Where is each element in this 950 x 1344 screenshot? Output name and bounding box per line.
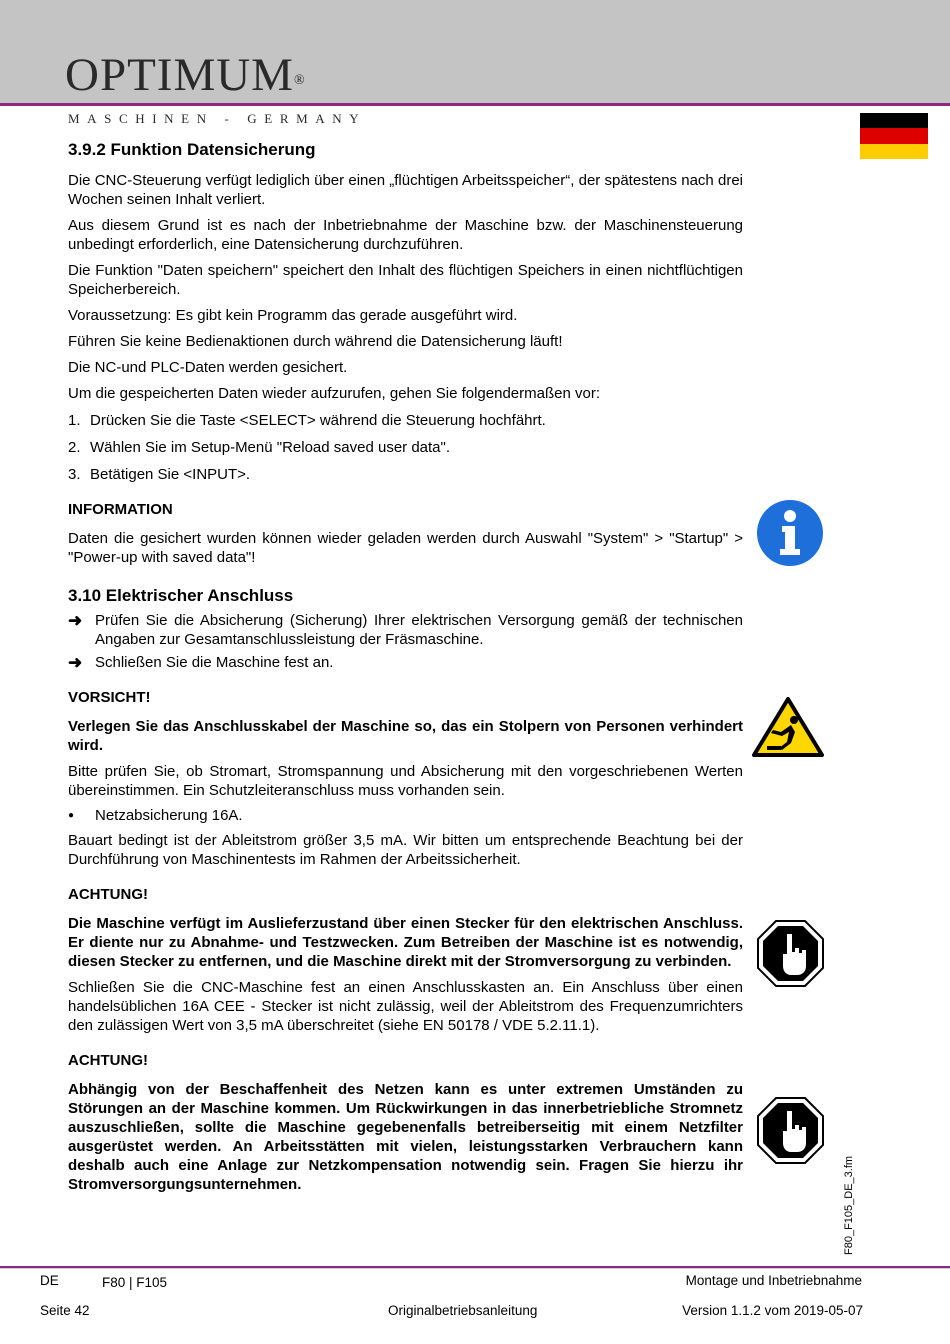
paragraph: Bitte prüfen Sie, ob Stromart, Stromspannung und Absicherung mit den vorgeschriebenen Werten übereinstimmen. Ein Schutzleiteranschluss muss vorhanden sein.	[68, 763, 743, 799]
information-icon	[756, 499, 824, 567]
logo-subtitle: MASCHINEN - GERMANY	[68, 111, 367, 126]
attention-bold-text: Abhängig von der Beschaffenheit des Netzen kann es unter extremen Umständen zu Störungen an der Maschine kommen. Um Rückwirkungen in das innerbetriebliche Stromnetz auszuschließen, sollte die Maschine gegebenenfalls betreiberseitig mit einem Netzfilter ausgerüstet werden. An Arbeitsstätten mit vielen, leistungsstarken Verbrauchern kann deshalb auch eine Anlage zur Netzkompensation notwendig sein. Fragen Sie hierzu ihr Stromversorgungsunternehmen.	[68, 1081, 743, 1193]
paragraph: Die Funktion "Daten speichern" speichert den Inhalt des flüchtigen Speichers in einen nichtflüchtigen Speicherbereich.	[68, 262, 743, 298]
paragraph: Die CNC-Steuerung verfügt lediglich über einen „flüchtigen Arbeitsspeicher“, der spätestens nach drei Wochen seinen Inhalt verliert.	[68, 172, 743, 208]
caution-bold-text: Verlegen Sie das Anschlusskabel der Maschine so, das ein Stolpern von Personen verhindert wird.	[68, 718, 743, 754]
footer-language: DE	[40, 1273, 59, 1288]
trip-hazard-warning-icon	[751, 696, 825, 758]
german-flag-icon	[860, 113, 928, 159]
list-item: 1. Drücken Sie die Taste <SELECT> während die Steuerung hochfährt.	[68, 412, 546, 429]
optimum-logo: OPTIMUM®	[65, 49, 306, 101]
attention-hand-icon	[756, 919, 825, 988]
attention-bold-text: Die Maschine verfügt im Auslieferzustand über einen Stecker für den elektrischen Anschluss. Er diente nur zu Abnahme- und Testzwecken. Zum Betreiben der Maschine ist es notwendig, diesen Stecker zu entfernen, und die Maschine direkt mit der Stromversorgung zu verbinden.	[68, 915, 743, 970]
bullet-item: ● Netzabsicherung 16A.	[68, 807, 243, 824]
arrow-icon: ➜	[68, 653, 83, 672]
page-content	[68, 139, 743, 1194]
arrow-item: ➜ Prüfen Sie die Absicherung (Sicherung) Ihrer elektrischen Versorgung gemäß der technischen Angaben zur Gesamtanschlussleistung der Fräsmaschine.	[68, 611, 743, 648]
info-title: INFORMATION	[68, 501, 173, 518]
footer-rule-shadow	[0, 1268, 950, 1269]
attention-title: ACHTUNG!	[68, 1052, 148, 1069]
section-heading-392: 3.9.2 Funktion Datensicherung	[68, 140, 316, 159]
footer-document-type: Originalbetriebsanleitung	[388, 1303, 538, 1318]
bullet-icon: ●	[68, 810, 75, 821]
list-item: 2. Wählen Sie im Setup-Menü "Reload saved user data".	[68, 439, 451, 456]
paragraph: Voraussetzung: Es gibt kein Programm das gerade ausgeführt wird.	[68, 307, 518, 324]
paragraph: Um die gespeicherten Daten wieder aufzurufen, gehen Sie folgendermaßen vor:	[68, 385, 600, 402]
footer-section: Montage und Inbetriebnahme	[685, 1273, 862, 1288]
footer-page-number: Seite 42	[40, 1303, 90, 1318]
attention-title: ACHTUNG!	[68, 886, 148, 903]
arrow-item: ➜ Schließen Sie die Maschine fest an.	[68, 653, 334, 672]
paragraph: Schließen Sie die CNC-Maschine fest an einen Anschlusskasten an. Ein Anschluss über einen handelsüblichen 16A CEE - Stecker ist nicht zulässig, weil der Ableitstrom des Frequenzumrichters den zulässigen Wert von 3,5 mA überschreitet (siehe EN 50178 / VDE 5.2.11.1).	[68, 979, 743, 1034]
caution-title: VORSICHT!	[68, 689, 151, 706]
header-rule	[0, 103, 950, 106]
section-heading-310: 3.10 Elektrischer Anschluss	[68, 586, 294, 605]
footer-version: Version 1.1.2 vom 2019-05-07	[682, 1303, 863, 1318]
file-label: F80_F105_DE_3.fm	[843, 1155, 855, 1255]
paragraph: Die NC-und PLC-Daten werden gesichert.	[68, 359, 348, 376]
paragraph: Bauart bedingt ist der Ableitstrom größer 3,5 mA. Wir bitten um entsprechende Beachtung bei der Durchführung von Maschinentests im Rahmen der Arbeitssicherheit.	[68, 832, 743, 868]
paragraph: Aus diesem Grund ist es nach der Inbetriebnahme der Maschine bzw. der Maschinensteuerung unbedingt erforderlich, eine Datensicherung durchzuführen.	[68, 217, 743, 253]
paragraph: Führen Sie keine Bedienaktionen durch während die Datensicherung läuft!	[68, 333, 563, 350]
list-item: 3. Betätigen Sie <INPUT>.	[68, 466, 251, 483]
info-text: Daten die gesichert wurden können wieder geladen werden durch Auswahl "System" > "Startup" > "Power-up with saved data"!	[68, 530, 743, 566]
attention-hand-icon	[756, 1096, 825, 1165]
arrow-icon: ➜	[68, 611, 83, 630]
footer-model: F80 | F105	[102, 1275, 168, 1290]
